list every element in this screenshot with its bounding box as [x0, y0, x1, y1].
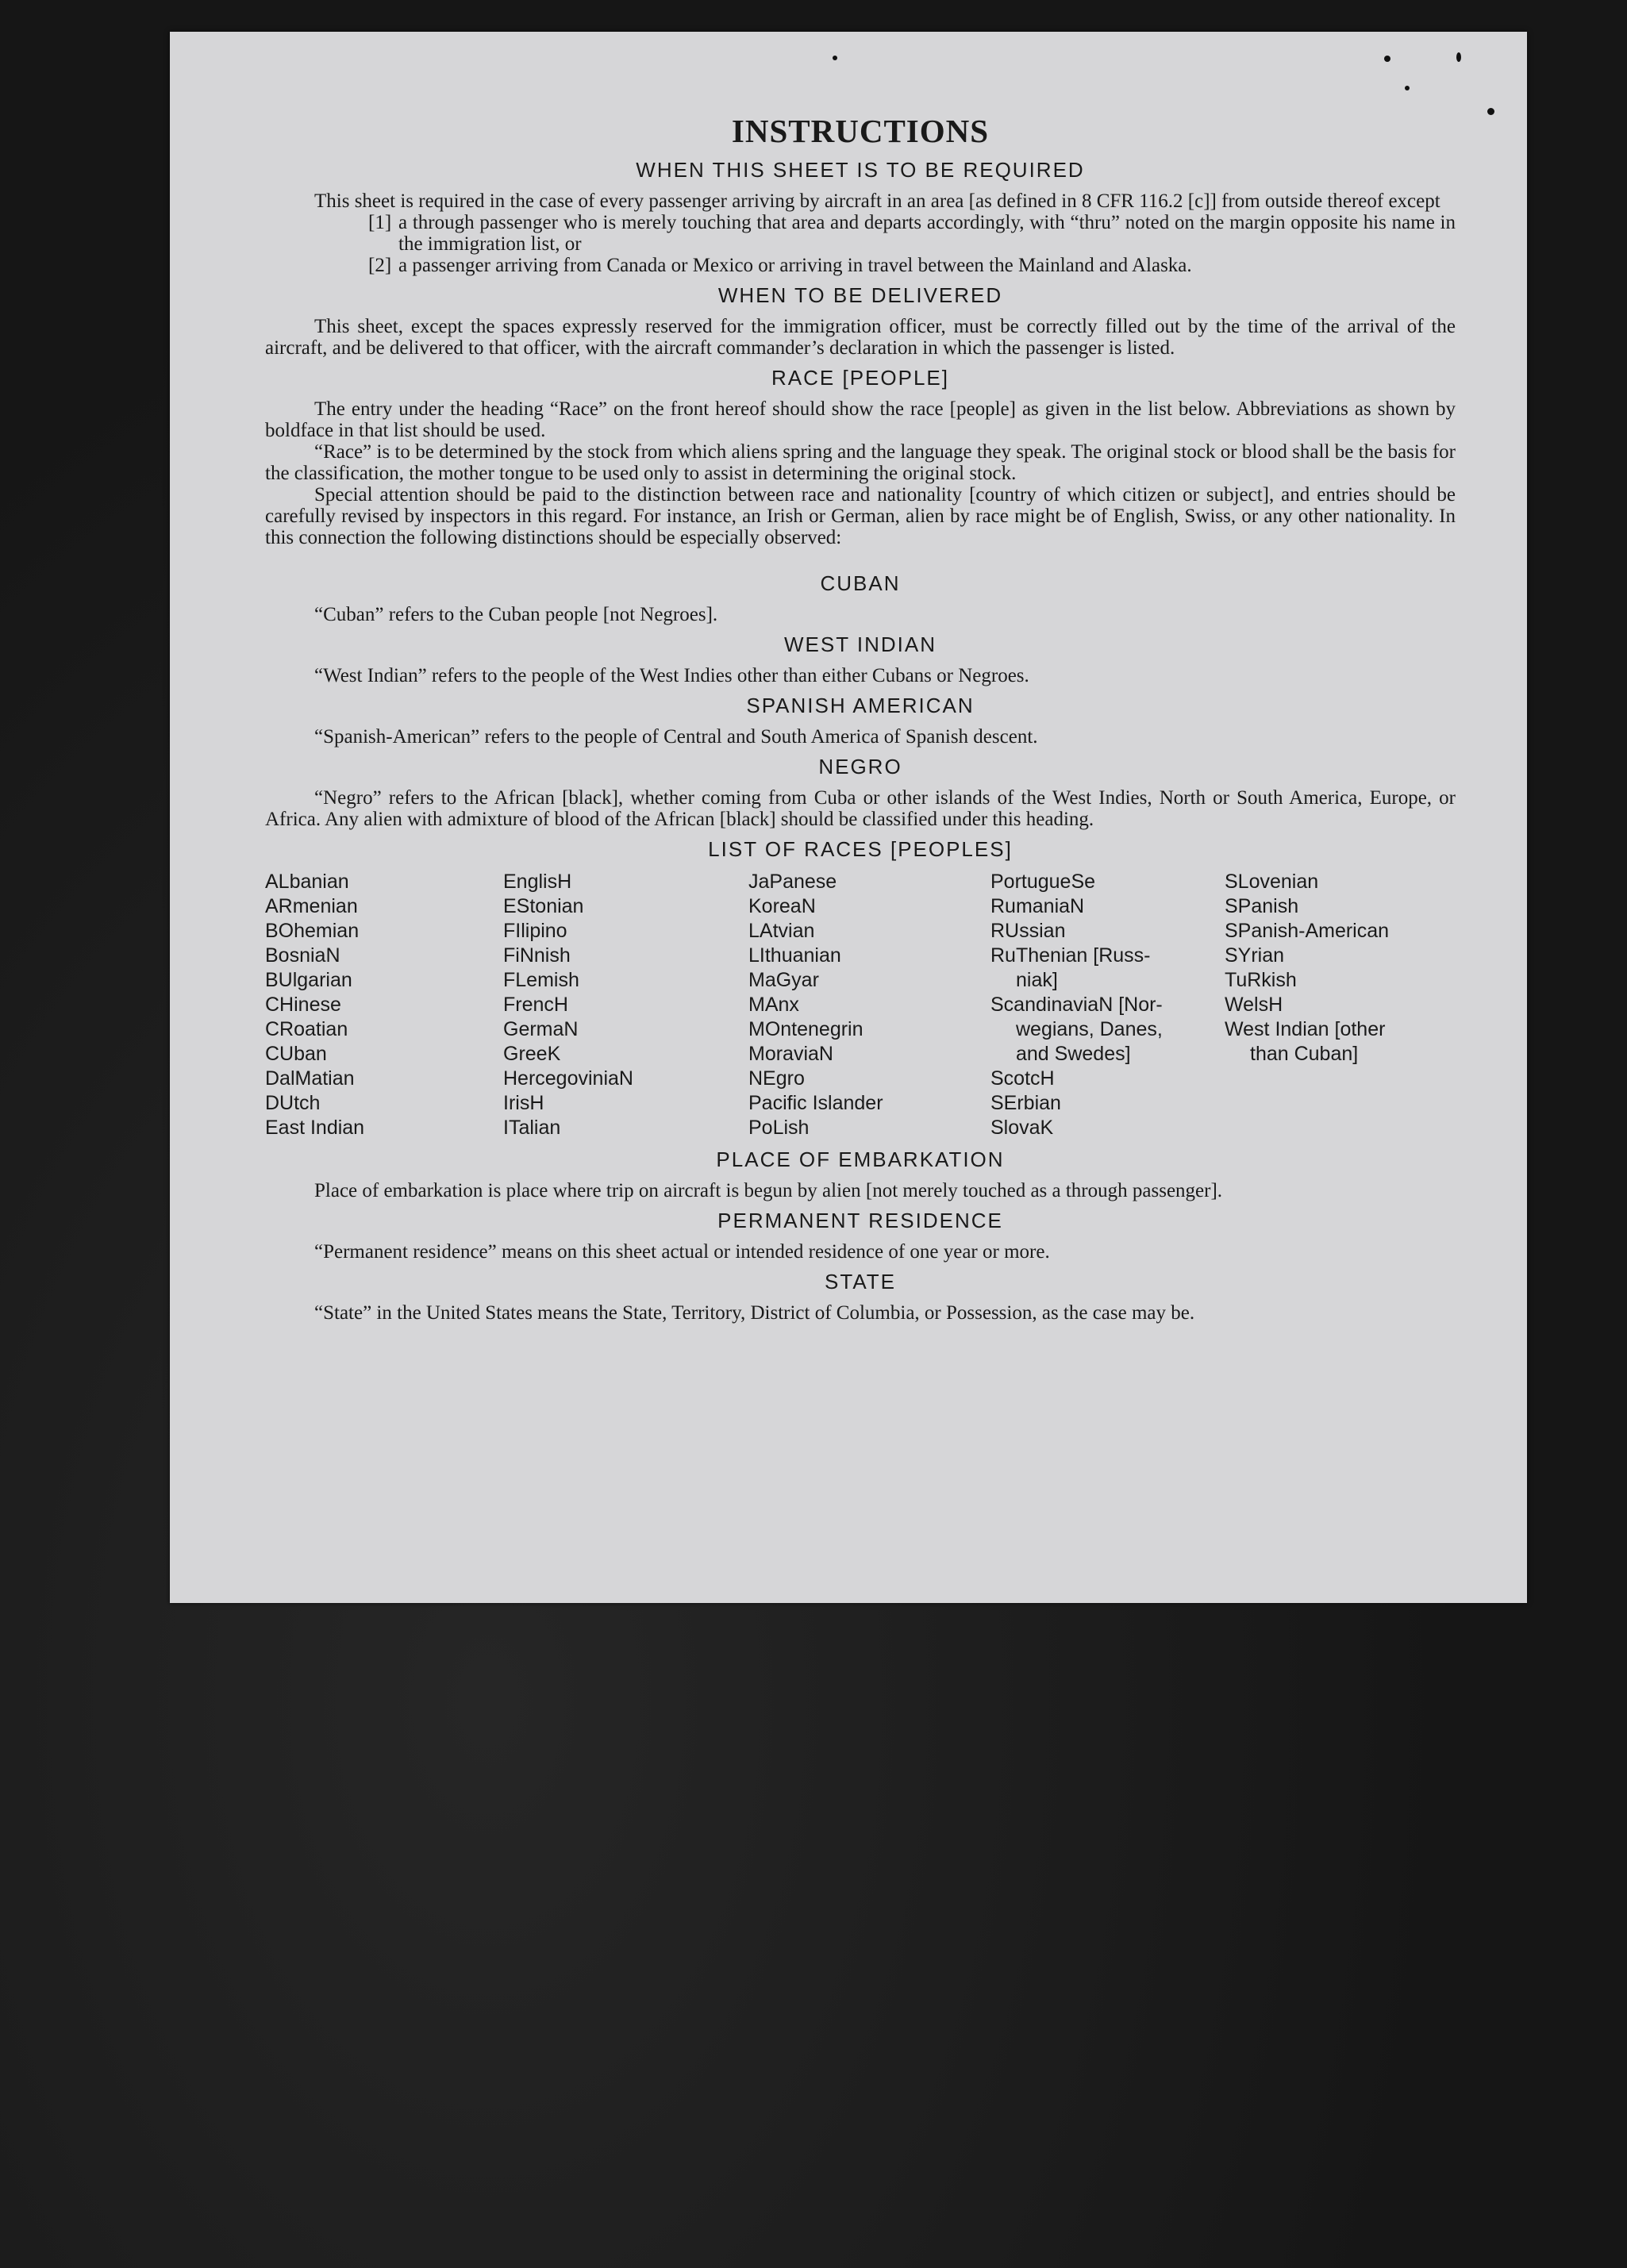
race-item: West Indian [other: [1225, 1018, 1386, 1040]
section-heading: WHEN TO BE DELIVERED: [717, 283, 1003, 307]
section-heading: RACE [PEOPLE]: [771, 366, 949, 390]
document-title: INSTRUCTIONS: [731, 113, 990, 149]
exception-number: [1]: [368, 212, 392, 233]
race-item: wegians, Danes,: [1016, 1018, 1163, 1040]
race-item: BOhemian: [265, 920, 360, 942]
race-item: WelsH: [1225, 994, 1283, 1016]
race-item: CRoatian: [265, 1018, 348, 1040]
exception-list: [368, 212, 1456, 276]
race-item: FLemish: [503, 969, 579, 991]
race-item: PortugueSe: [990, 871, 1096, 893]
race-item: RumaniaN: [990, 895, 1085, 917]
exception-number: [2]: [368, 255, 392, 276]
race-item: KoreaN: [748, 895, 816, 917]
document-content: [265, 111, 1456, 1324]
section-text: Special attention should be paid to the distinction between race and nationality [country of which citizen or subject], and entries should be carefully revised by inspectors in this regard. For instance, an Irish or German, alien by race might be of English, Swiss, or any other nationality. In this connection the following distinctions should be especially observed:: [265, 484, 1456, 548]
race-item: and Swedes]: [1016, 1043, 1131, 1065]
races-column: [990, 870, 1225, 1140]
section-text: “Spanish-American” refers to the people of Central and South America of Spanish descent.: [314, 726, 1038, 748]
race-item: SLovenian: [1225, 871, 1319, 893]
races-heading: LIST OF RACES [PEOPLES]: [708, 837, 1013, 861]
race-item: GermaN: [503, 1018, 579, 1040]
scan-speck: [1456, 52, 1461, 62]
race-item: ScandinaviaN [Nor-: [990, 994, 1163, 1016]
race-item: FIlipino: [503, 920, 567, 942]
exception-item: [368, 255, 1456, 276]
section-text: This sheet is required in the case of every passenger arriving by aircraft in an area [as defined in 8 CFR 116.2 [c]] from outside thereof except: [314, 190, 1440, 212]
race-item: HercegoviniaN: [503, 1067, 633, 1090]
scan-speck: [833, 56, 837, 60]
race-item: niak]: [1016, 969, 1058, 991]
race-item: TuRkish: [1225, 969, 1297, 991]
race-item: ARmenian: [265, 895, 358, 917]
section-text: “Permanent residence” means on this sheet actual or intended residence of one year or more.: [314, 1241, 1050, 1263]
race-item: MoraviaN: [748, 1043, 833, 1065]
race-item: LIthuanian: [748, 944, 841, 967]
exception-item: [368, 212, 1456, 255]
scan-speck: [1487, 108, 1494, 115]
race-item: BUlgarian: [265, 969, 352, 991]
race-item: LAtvian: [748, 920, 815, 942]
section-heading: PERMANENT RESIDENCE: [717, 1209, 1003, 1232]
race-item: ScotcH: [990, 1067, 1055, 1090]
section-heading: WHEN THIS SHEET IS TO BE REQUIRED: [636, 158, 1085, 182]
race-item: EStonian: [503, 895, 584, 917]
race-item: RuThenian [Russ-: [990, 944, 1151, 967]
race-item: FiNnish: [503, 944, 571, 967]
race-item: MOntenegrin: [748, 1018, 864, 1040]
races-column: [265, 870, 503, 1140]
race-item: CHinese: [265, 994, 341, 1016]
race-item: SlovaK: [990, 1117, 1054, 1139]
section-heading: NEGRO: [818, 755, 902, 778]
race-item: MAnx: [748, 994, 799, 1016]
race-item: RUssian: [990, 920, 1066, 942]
race-item: PoLish: [748, 1117, 810, 1139]
exception-text: a through passenger who is merely touching that area and departs accordingly, with “thru” noted on the margin opposite his name in the immigration list, or: [398, 212, 1456, 255]
races-list: [265, 870, 1456, 1140]
race-item: GreeK: [503, 1043, 561, 1065]
race-item: BosniaN: [265, 944, 340, 967]
race-item: FrencH: [503, 994, 568, 1016]
race-item: East Indian: [265, 1117, 365, 1139]
section-heading: WEST INDIAN: [784, 632, 937, 656]
section-text: This sheet, except the spaces expressly reserved for the immigration officer, must be correctly filled out by the time of the arrival of the aircraft, and be delivered to that officer, with the aircraft commander’s declaration in which the passenger is listed.: [265, 316, 1456, 359]
scan-speck: [1384, 56, 1390, 62]
race-item: SYrian: [1225, 944, 1285, 967]
race-item: SPanish-American: [1225, 920, 1390, 942]
section-text: The entry under the heading “Race” on the front hereof should show the race [people] as given in the list below. Abbreviations as shown by boldface in that list should be used.: [265, 398, 1456, 441]
races-column: [503, 870, 748, 1140]
races-column: [748, 870, 990, 1140]
race-item: NEgro: [748, 1067, 805, 1090]
section-heading: STATE: [825, 1270, 896, 1294]
race-item: DUtch: [265, 1092, 321, 1114]
race-item: EnglisH: [503, 871, 572, 893]
races-column: [1225, 870, 1455, 1140]
section-text: Place of embarkation is place where trip on aircraft is begun by alien [not merely touched as a through passenger].: [314, 1180, 1223, 1201]
race-item: SErbian: [990, 1092, 1061, 1114]
race-item: than Cuban]: [1250, 1043, 1359, 1065]
race-item: JaPanese: [748, 871, 837, 893]
section-heading: PLACE OF EMBARKATION: [716, 1147, 1005, 1171]
section-text: “Negro” refers to the African [black], whether coming from Cuba or other islands of the West Indies, North or South America, Europe, or Africa. Any alien with admixture of blood of the African [black] should be classified under this heading.: [265, 787, 1456, 830]
race-item: MaGyar: [748, 969, 819, 991]
race-item: CUban: [265, 1043, 327, 1065]
document-page: [170, 32, 1527, 1603]
section-heading: CUBAN: [820, 571, 901, 595]
scan-speck: [1405, 86, 1410, 90]
race-item: DalMatian: [265, 1067, 355, 1090]
race-item: SPanish: [1225, 895, 1299, 917]
race-item: ITalian: [503, 1117, 561, 1139]
section-heading: SPANISH AMERICAN: [746, 694, 975, 717]
race-item: Pacific Islander: [748, 1092, 883, 1114]
section-text: “Race” is to be determined by the stock from which aliens spring and the language they speak. The original stock or blood shall be the basis for the classification, the mother tongue to be used only to assist in determining the original stock.: [265, 441, 1456, 484]
exception-text: a passenger arriving from Canada or Mexico or arriving in travel between the Mainland and Alaska.: [398, 255, 1192, 276]
race-item: ALbanian: [265, 871, 349, 893]
section-text: “West Indian” refers to the people of the West Indies other than either Cubans or Negroes.: [314, 665, 1029, 686]
section-text: “Cuban” refers to the Cuban people [not Negroes].: [314, 604, 718, 625]
race-item: IrisH: [503, 1092, 544, 1114]
section-text: “State” in the United States means the State, Territory, District of Columbia, or Possession, as the case may be.: [314, 1302, 1195, 1324]
